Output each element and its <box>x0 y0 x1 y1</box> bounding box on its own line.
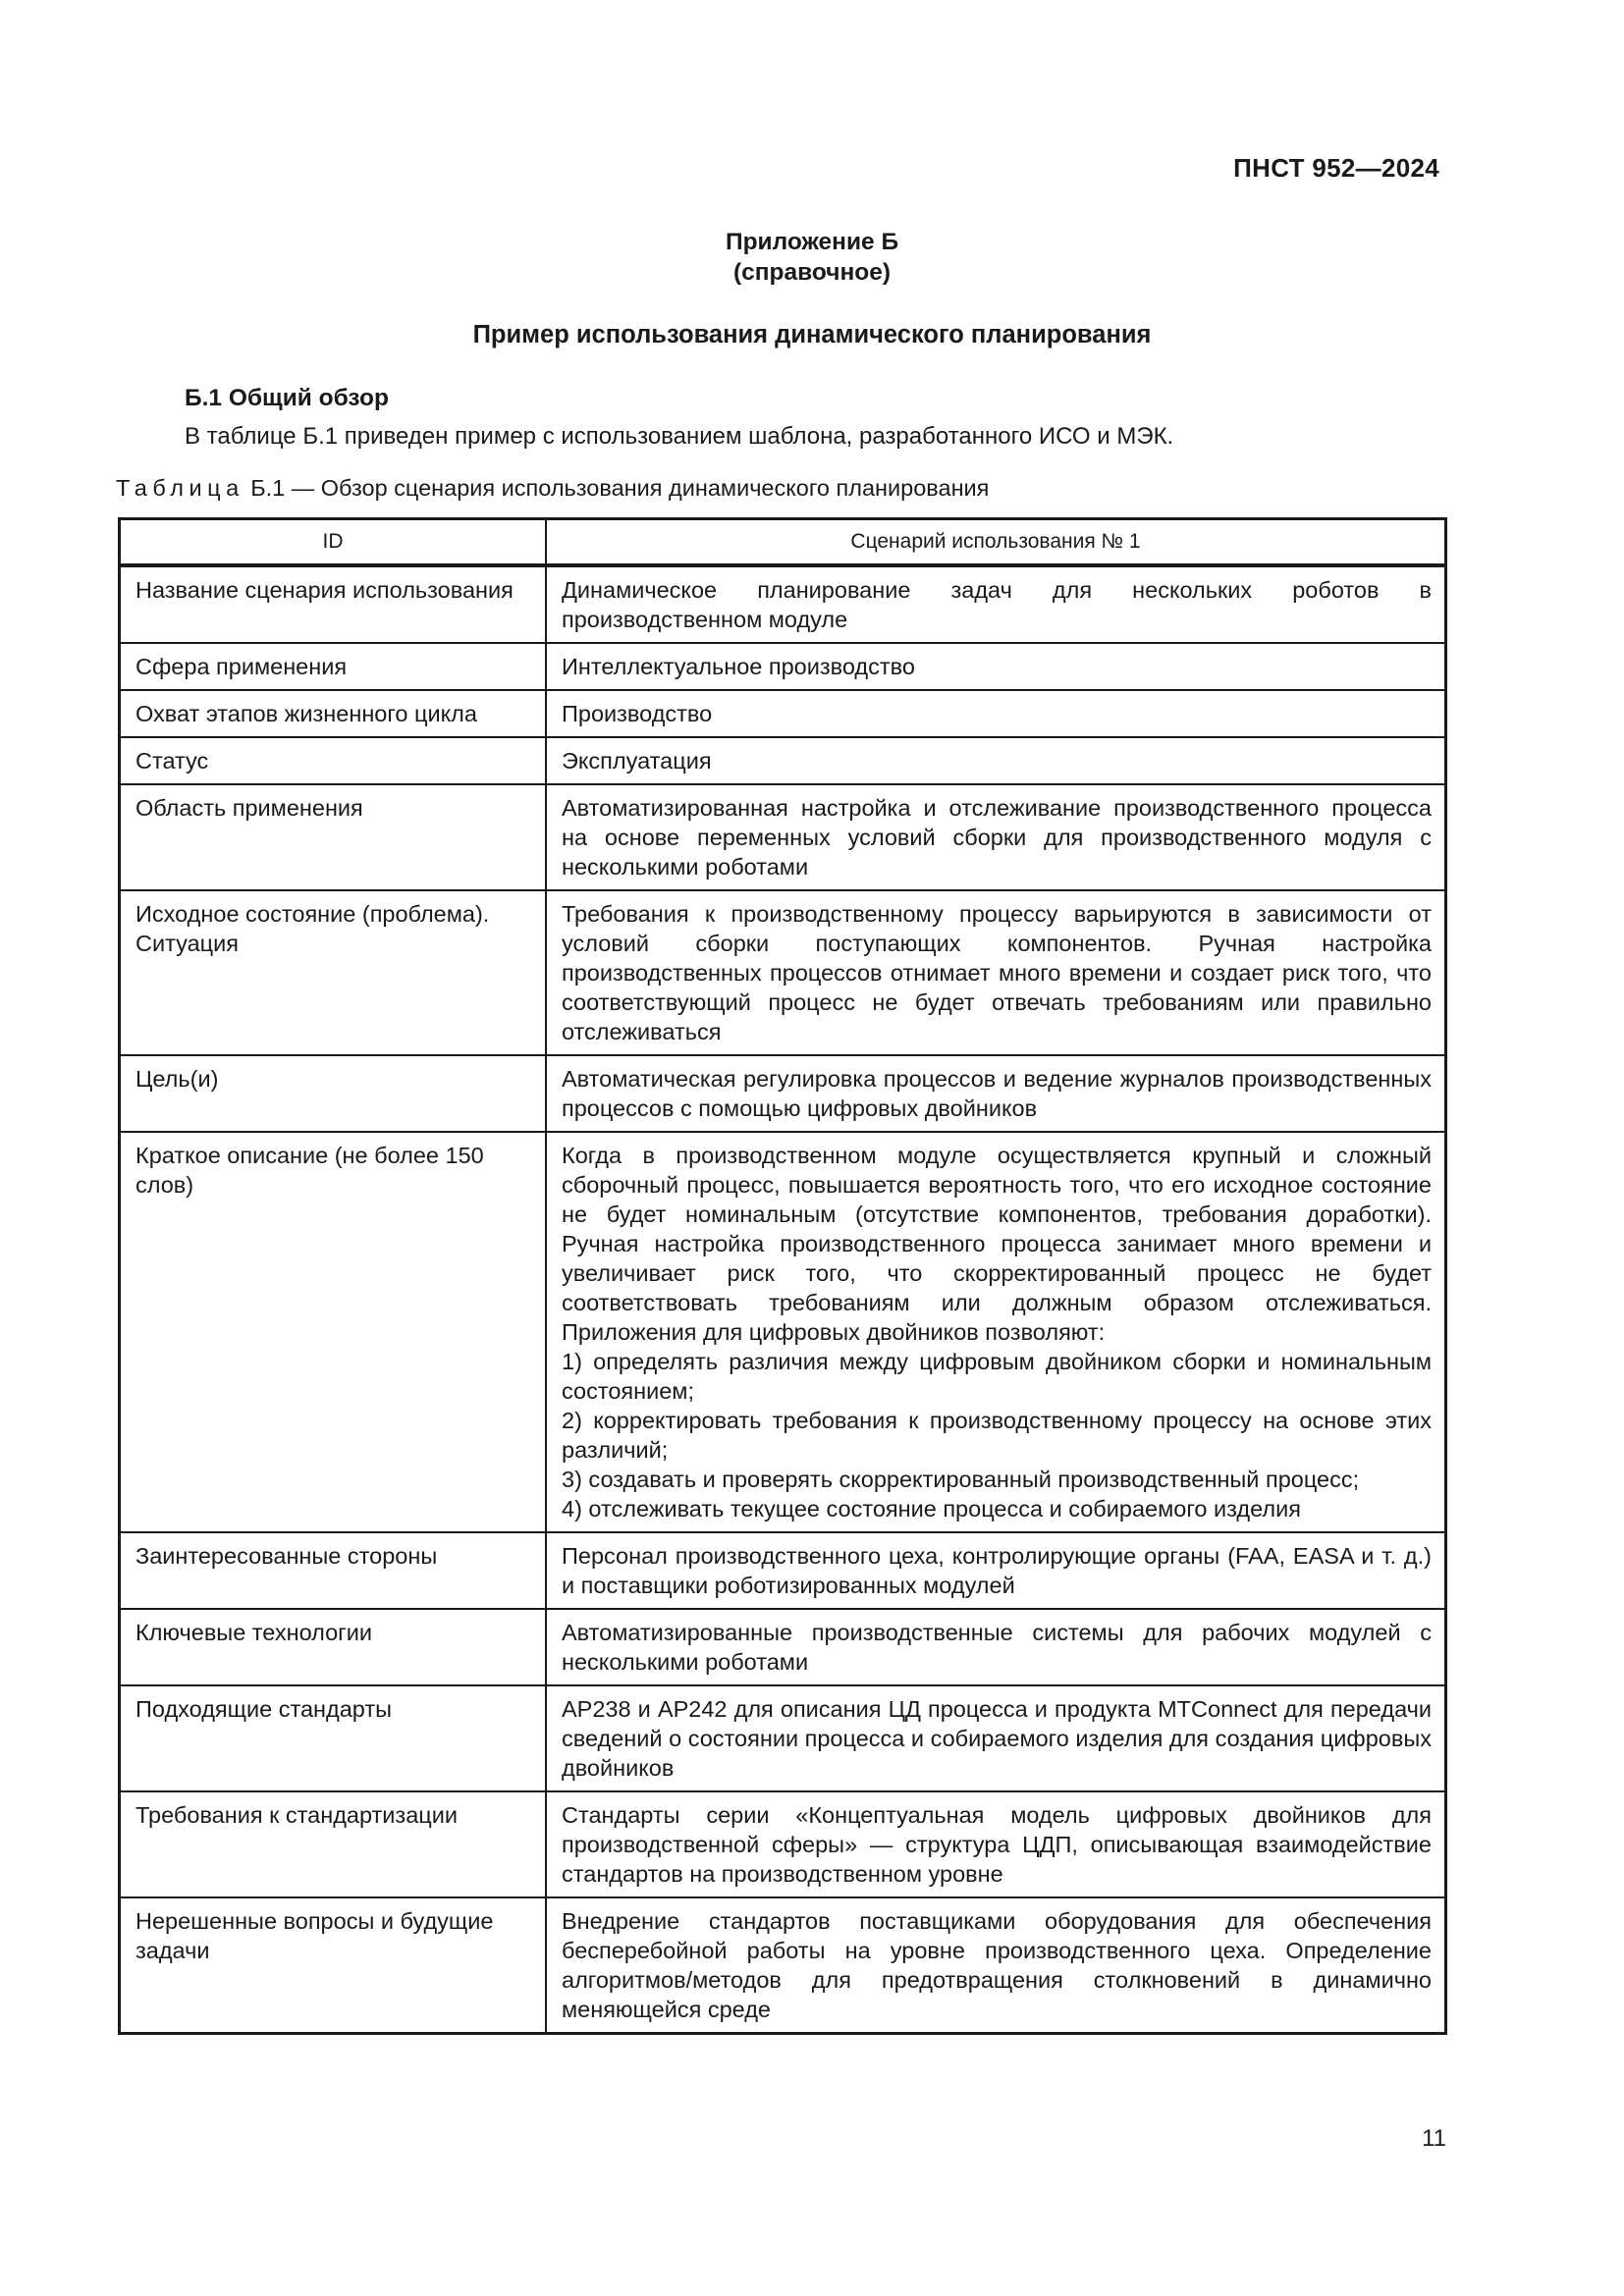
row-label: Сфера применения <box>120 643 547 690</box>
row-value: Стандарты серии «Концептуальная модель цифровых двойников для производственной сферы» — структура ЦДП, описывающая взаимодействие стандартов на производственном уровне <box>546 1791 1446 1897</box>
table-row <box>120 690 1446 737</box>
section-heading: Б.1 Общий обзор <box>185 385 389 411</box>
row-value: Интеллектуальное производство <box>546 643 1446 690</box>
table-row <box>120 1685 1446 1791</box>
list-item: 1) определять различия между цифровым двойником сборки и номинальным состоянием; <box>562 1349 1432 1404</box>
table-row <box>120 1791 1446 1897</box>
list-item: 3) создавать и проверять скорректированный производственный процесс; <box>562 1467 1360 1492</box>
row-value: Персонал производственного цеха, контролирующие органы (FAA, EASA и т. д.) и поставщики роботизированных модулей <box>546 1532 1446 1609</box>
row-label: Нерешенные вопросы и будущие задачи <box>120 1897 547 2034</box>
table-header-row <box>120 519 1446 566</box>
row-value: Автоматизированная настройка и отслеживание производственного процесса на основе переменных условий сборки для производственного модуля с несколькими роботами <box>546 784 1446 890</box>
row-value: Требования к производственному процессу варьируются в зависимости от условий сборки поступающих компонентов. Ручная настройка производственных процессов отнимает много времени и создает риск того, что соответствующий процесс не будет отвечать требованиям или правильно отслеживаться <box>546 890 1446 1055</box>
intro-paragraph: В таблице Б.1 приведен пример с использованием шаблона, разработанного ИСО и МЭК. <box>185 423 1174 450</box>
annex-label: Приложение Б <box>725 229 899 255</box>
list-item: 4) отслеживать текущее состояние процесса и собираемого изделия <box>562 1496 1301 1522</box>
row-label: Исходное состояние (проблема). Ситуация <box>120 890 547 1055</box>
description-text: Когда в производственном модуле осуществляется крупный и сложный сборочный процесс, повышается вероятность того, что его исходное состояние не будет номинальным (отсутствие компонентов, требования доработки). Ручная настройка производственного процесса занимает много времени и увеличивает риск того, что скорректированный процесс не будет соответствовать требованиям или должным образом отслеживаться. Приложения для цифровых двойников позволяют: <box>562 1143 1432 1345</box>
row-label: Требования к стандартизации <box>120 1791 547 1897</box>
row-value: Эксплуатация <box>546 737 1446 784</box>
row-value: Производство <box>546 690 1446 737</box>
table-row <box>120 1897 1446 2034</box>
table-row <box>120 784 1446 890</box>
table-row <box>120 890 1446 1055</box>
row-label: Цель(и) <box>120 1055 547 1132</box>
table-row <box>120 1532 1446 1609</box>
row-value-list <box>546 1132 1446 1532</box>
table-row <box>120 1609 1446 1685</box>
row-label: Область применения <box>120 784 547 890</box>
row-label: Заинтересованные стороны <box>120 1532 547 1609</box>
row-value: Внедрение стандартов поставщиками оборудования для обеспечения бесперебойной работы на уровне производственного цеха. Определение алгоритмов/методов для предотвращения столкновений в динамично меняющейся среде <box>546 1897 1446 2034</box>
row-label: Статус <box>120 737 547 784</box>
table-caption <box>116 475 989 502</box>
annex-title: Пример использования динамического планирования <box>472 321 1152 348</box>
use-case-table <box>118 517 1447 2035</box>
table-row <box>120 737 1446 784</box>
row-label: Краткое описание (не более 150 слов) <box>120 1132 547 1532</box>
table-caption-text: Б.1 — Обзор сценария использования динамического планирования <box>250 475 990 501</box>
list-item: 2) корректировать требования к производственному процессу на основе этих различий; <box>562 1408 1432 1463</box>
row-value: Автоматическая регулировка процессов и ведение журналов производственных процессов с помощью цифровых двойников <box>546 1055 1446 1132</box>
table-row <box>120 565 1446 643</box>
row-label: Ключевые технологии <box>120 1609 547 1685</box>
row-value: Динамическое планирование задач для нескольких роботов в производственном модуле <box>546 565 1446 643</box>
table-row <box>120 1055 1446 1132</box>
annex-header <box>0 227 1624 288</box>
annex-kind: (справочное) <box>732 259 892 286</box>
row-label: Название сценария использования <box>120 565 547 643</box>
row-value: Автоматизированные производственные системы для рабочих модулей с несколькими роботами <box>546 1609 1446 1685</box>
row-value: AP238 и AP242 для описания ЦД процесса и продукта MTConnect для передачи сведений о состоянии процесса и собираемого изделия для создания цифровых двойников <box>546 1685 1446 1791</box>
page-number: 11 <box>1422 2125 1446 2152</box>
document-code: ПНСТ 952—2024 <box>1233 153 1439 183</box>
table-row <box>120 643 1446 690</box>
row-label: Подходящие стандарты <box>120 1685 547 1791</box>
column-header-id: ID <box>120 519 547 566</box>
table-caption-word: Таблица <box>116 475 244 501</box>
row-label: Охват этапов жизненного цикла <box>120 690 547 737</box>
column-header-scenario: Сценарий использования № 1 <box>546 519 1446 566</box>
table-row <box>120 1132 1446 1532</box>
